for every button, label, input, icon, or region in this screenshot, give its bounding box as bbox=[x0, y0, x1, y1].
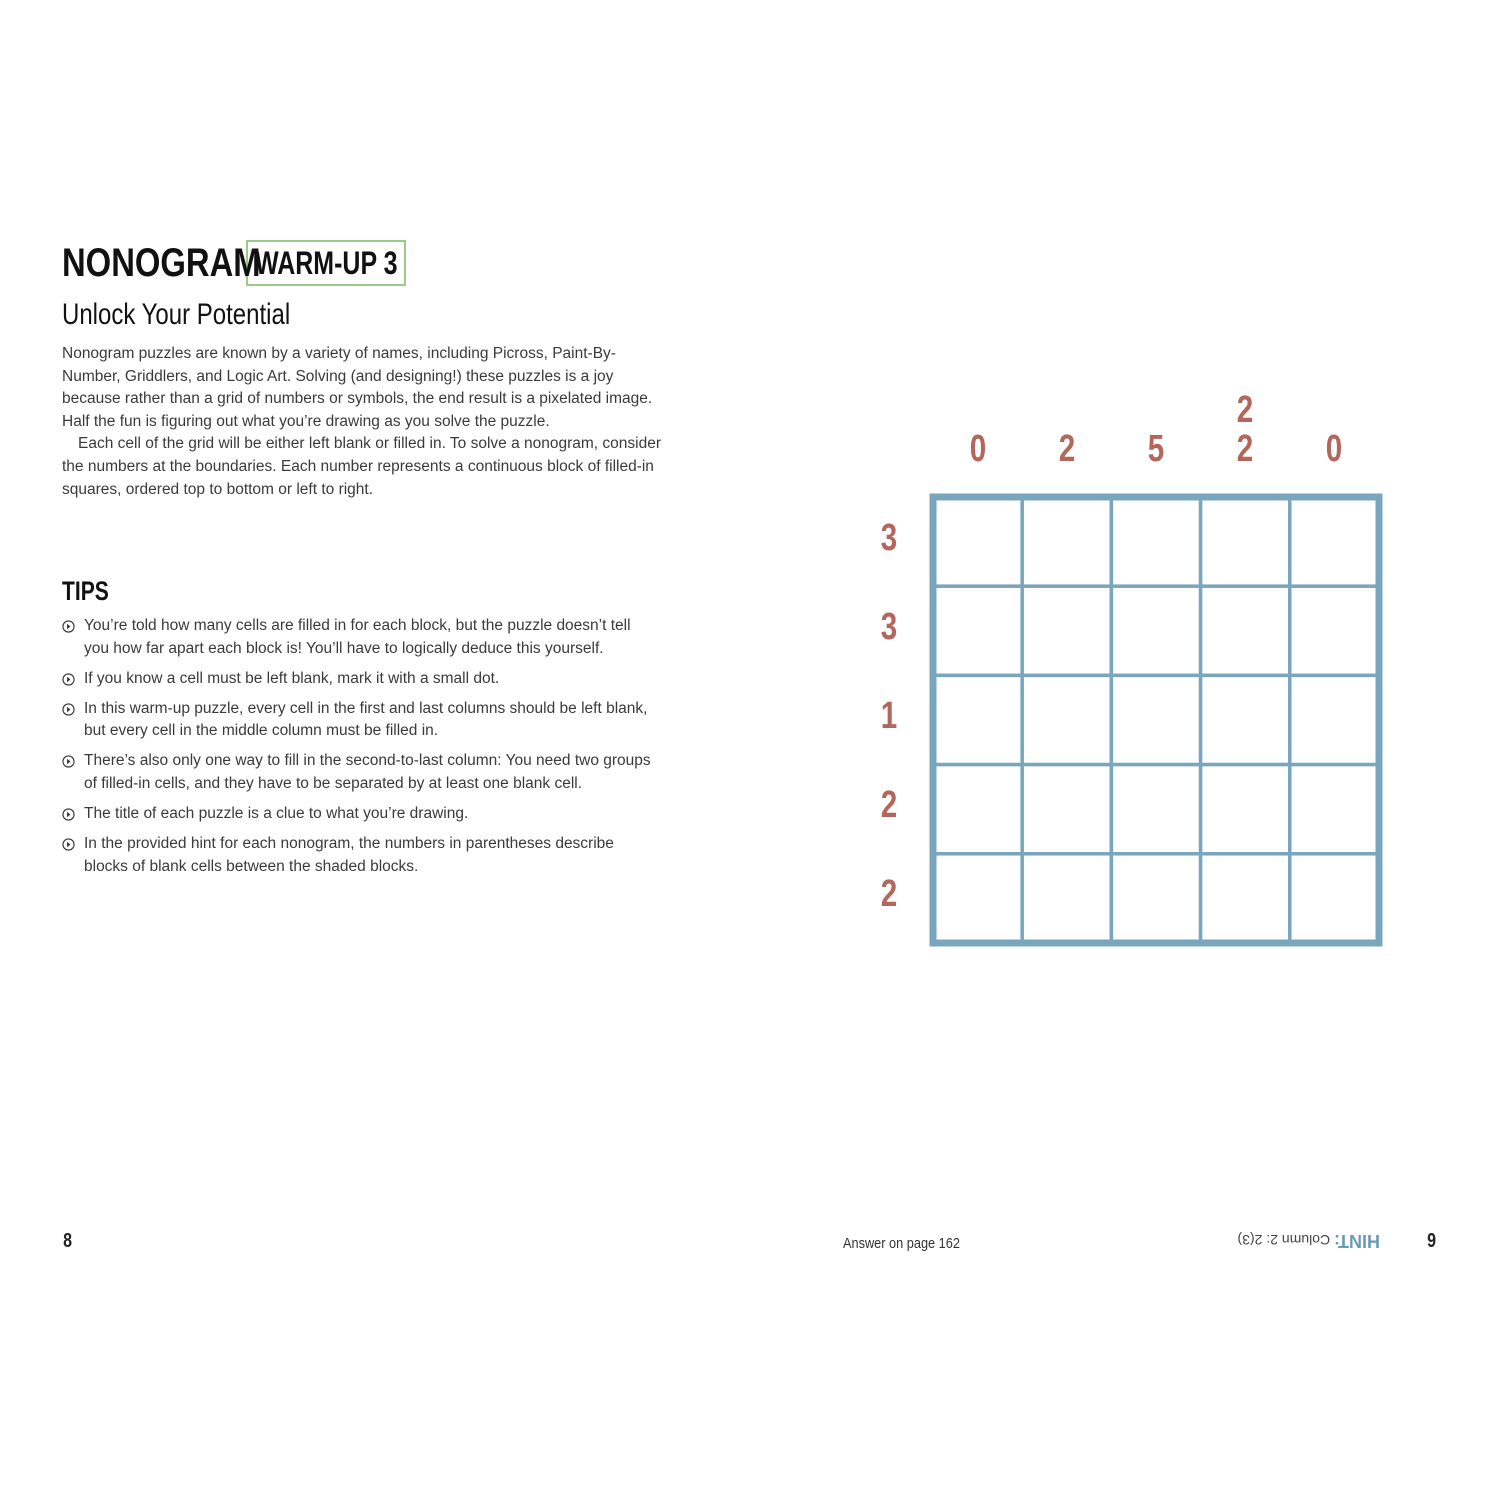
intro-text bbox=[62, 343, 662, 501]
row-clue: 3 bbox=[880, 605, 898, 648]
grid-cell[interactable] bbox=[1022, 854, 1111, 943]
badge-label: WARM-UP 3 bbox=[254, 244, 398, 281]
column-clue: 0 bbox=[969, 428, 986, 470]
circle-arrow-icon bbox=[62, 808, 75, 821]
tip-text: If you know a cell must be left blank, mark it with a small dot. bbox=[84, 669, 500, 687]
tip-item bbox=[62, 833, 652, 878]
hint-text: Column 2: 2(3) bbox=[1237, 1232, 1334, 1248]
puzzle-subtitle: Unlock Your Potential bbox=[62, 298, 291, 331]
intro-paragraph-2: Each cell of the grid will be either left blank or filled in. To solve a nonogram, consider the numbers at the boundaries. Each number represents a continuous block of filled-in squares, ordered top to bottom or left to right. bbox=[62, 435, 661, 498]
grid-cell[interactable] bbox=[1201, 675, 1290, 764]
tip-item bbox=[62, 615, 652, 660]
column-clue: 5 bbox=[1147, 428, 1165, 470]
answer-reference: Answer on page 162 bbox=[843, 1235, 960, 1252]
page-title: NONOGRAM bbox=[62, 240, 261, 285]
tip-item bbox=[62, 803, 652, 826]
page-number-left: 8 bbox=[63, 1230, 73, 1252]
circle-arrow-icon bbox=[62, 673, 75, 686]
tips-heading: TIPS bbox=[62, 576, 109, 606]
tips-list bbox=[62, 615, 652, 886]
circle-arrow-icon bbox=[62, 838, 75, 851]
hint-label: HINT: bbox=[1334, 1231, 1380, 1251]
grid-cell[interactable] bbox=[1290, 497, 1379, 586]
column-clue: 0 bbox=[1326, 428, 1343, 470]
nonogram-grid[interactable] bbox=[928, 492, 1394, 958]
row-clue: 1 bbox=[880, 695, 898, 737]
grid-cell[interactable] bbox=[1201, 854, 1290, 943]
grid-cell[interactable] bbox=[1022, 675, 1111, 764]
tip-text: The title of each puzzle is a clue to what you’re drawing. bbox=[84, 805, 469, 823]
tip-item bbox=[62, 668, 652, 691]
column-clue: 2 bbox=[1236, 389, 1254, 431]
column-clue: 2 bbox=[1236, 428, 1254, 470]
grid-cell[interactable] bbox=[1290, 675, 1379, 764]
tip-text: You’re told how many cells are filled in for each block, but the puzzle doesn’t tell you how far apart each block is! You’ll have to logically deduce this yourself. bbox=[84, 617, 631, 657]
grid-cell[interactable] bbox=[1022, 586, 1111, 675]
row-clue: 2 bbox=[880, 784, 898, 827]
grid-cell[interactable] bbox=[1022, 497, 1111, 586]
grid-cell[interactable] bbox=[933, 854, 1022, 943]
warmup-badge bbox=[246, 240, 406, 286]
grid-cell[interactable] bbox=[1111, 675, 1200, 764]
grid-cell[interactable] bbox=[1111, 497, 1200, 586]
grid-cell[interactable] bbox=[1290, 854, 1379, 943]
grid-cell[interactable] bbox=[1201, 765, 1290, 854]
grid-cell[interactable] bbox=[933, 675, 1022, 764]
circle-arrow-icon bbox=[62, 703, 75, 716]
grid-cell[interactable] bbox=[1111, 765, 1200, 854]
tip-text: There’s also only one way to fill in the second-to-last column: You need two groups of filled-in cells, and they have to be separated by at least one blank cell. bbox=[84, 752, 651, 793]
grid-cell[interactable] bbox=[1022, 765, 1111, 854]
grid-cell[interactable] bbox=[1290, 765, 1379, 854]
grid-cell[interactable] bbox=[933, 586, 1022, 675]
grid-cell[interactable] bbox=[1111, 586, 1200, 675]
row-clue: 3 bbox=[880, 516, 898, 559]
column-clue: 2 bbox=[1058, 428, 1076, 470]
circle-arrow-icon bbox=[62, 755, 75, 768]
title-row bbox=[62, 240, 406, 286]
intro-paragraph-1: Nonogram puzzles are known by a variety of names, including Picross, Paint-By-Number, Griddlers, and Logic Art. Solving (and designing!) these puzzles is a joy because rather than a grid of numbers or symbols, the end result is a pixelated image. Half the fun is figuring out what you’re drawing as you solve the puzzle. bbox=[62, 345, 653, 430]
grid-cell[interactable] bbox=[1290, 586, 1379, 675]
circle-arrow-icon bbox=[62, 620, 75, 633]
grid-cell[interactable] bbox=[933, 765, 1022, 854]
grid-cell[interactable] bbox=[1201, 586, 1290, 675]
grid-cell[interactable] bbox=[1111, 854, 1200, 943]
tip-item bbox=[62, 750, 652, 795]
tip-text: In the provided hint for each nonogram, the numbers in parentheses describe blocks of blank cells between the shaded blocks. bbox=[84, 835, 614, 875]
grid-cell[interactable] bbox=[1201, 497, 1290, 586]
grid-cell[interactable] bbox=[933, 497, 1022, 586]
tip-text: In this warm-up puzzle, every cell in the first and last columns should be left blank, but every cell in the middle column must be filled in. bbox=[84, 699, 648, 740]
page-number-right: 9 bbox=[1427, 1230, 1437, 1252]
upside-down-hint bbox=[1237, 1230, 1380, 1251]
row-clue: 2 bbox=[880, 873, 898, 916]
tip-item bbox=[62, 698, 652, 743]
